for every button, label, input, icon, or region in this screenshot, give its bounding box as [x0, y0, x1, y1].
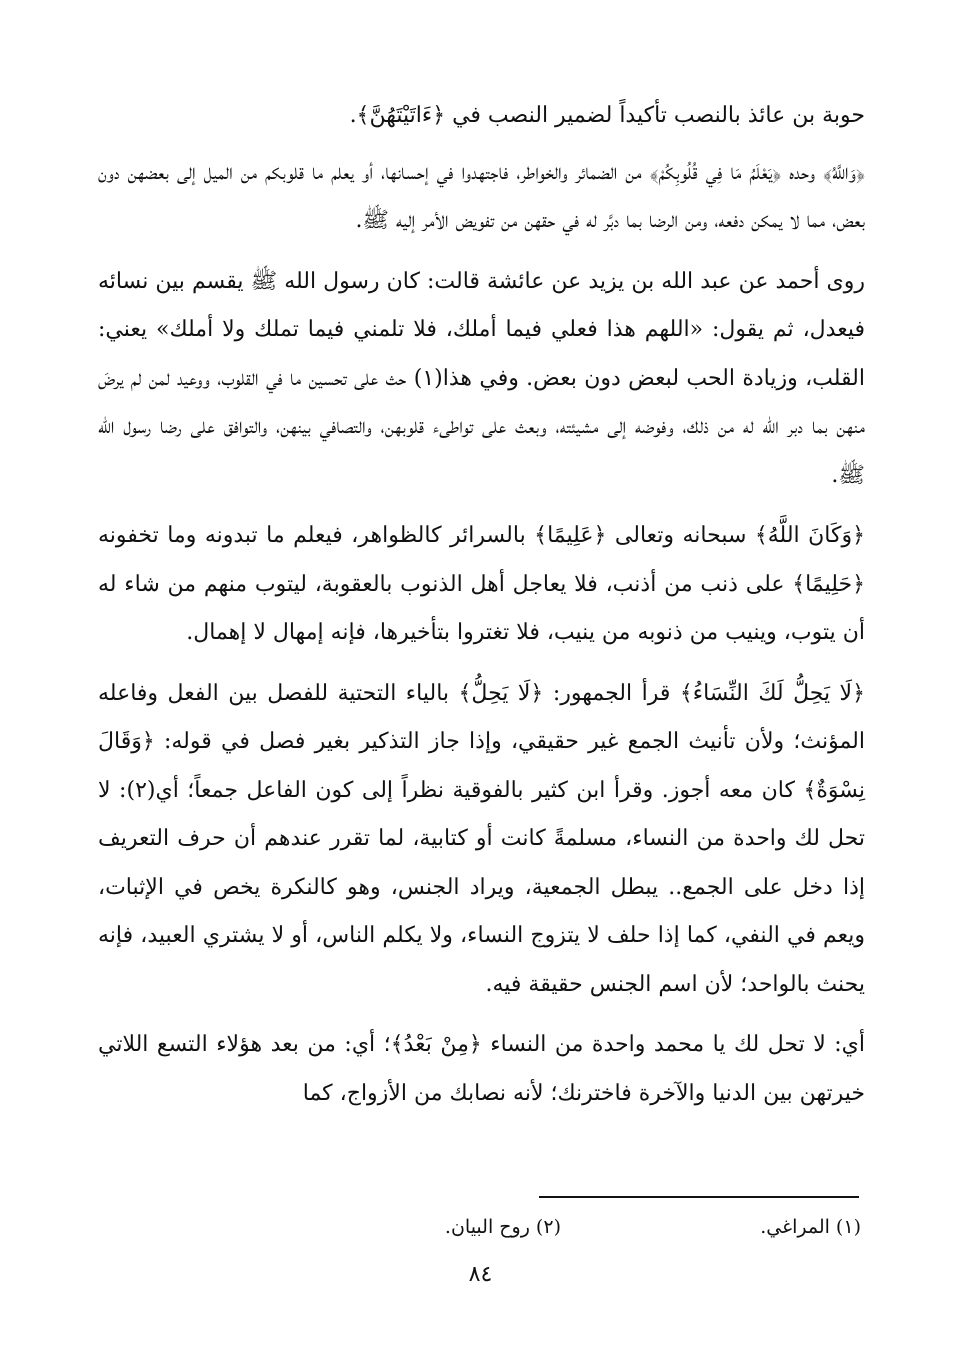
footnote-1: (١) المراغي. — [760, 1216, 861, 1238]
paragraph: ﴿وَكَانَ اللَّهُ﴾ سبحانه وتعالى ﴿عَلِيمًا﴾ بالسرائر كالظواهر، فيعلم ما تبدونه وما تخفونه ﴿حَلِيمًا﴾ على ذنب من أذنب، فلا يعاجل أهل الذنوب بالعقوبة، ليتوب منهم من شاء له أن يتوب، وينيب من ذنوبه من ينيب، فلا تغتروا بتأخيرها، فإنه إمهال لا إهمال. — [98, 523, 865, 645]
paragraph: أي: لا تحل لك يا محمد واحدة من النساء ﴿مِنْ بَعْدُ﴾؛ أي: من بعد هؤلاء التسع اللاتي خيرتهن بين الدنيا والآخرة فاخترنك؛ لأنه نصابك من الأزواج، كما — [98, 1032, 865, 1106]
paragraph: ﴿وَاللَّهُ﴾ وحده ﴿يَعْلَمُ مَا فِي قُلُوبِكُمْ﴾ من الضمائر والخواطر، فاجتهدوا في إحسانها، أو يعلم ما قلوبكم من الميل إلى بعضهن دون بعض، مما لا يمكن دفعه، ومن الرضا بما دبَّر له في حقهن من تفويض الأمر إليه ﷺ. — [98, 159, 865, 233]
paragraph: حوبة بن عائذ بالنصب تأكيداً لضمير النصب في ﴿ءَاتَيْتَهُنَّ﴾. — [349, 103, 865, 128]
footnote-2: (٢) روح البيان. — [444, 1216, 561, 1238]
paragraph: ﴿لَا يَحِلُّ لَكَ النِّسَاءُ﴾ قرأ الجمهور: ﴿لَا يَحِلُّ﴾ بالياء التحتية للفصل بين الفعل وفاعله المؤنث؛ ولأن تأنيث الجمع غير حقيقي، وإذا جاز التذكير بغير فصل في قوله: ﴿وَقَالَ نِسْوَةٌ﴾ كان معه أجوز. وقرأ ابن كثير بالفوقية نظراً إلى كون الفاعل جمعاً؛ أي(٢): لا تحل لك واحدة من النساء، مسلمةً كانت أو كتابية، لما تقرر عندهم أن حرف التعريف إذا دخل على الجمع.. يبطل الجمعية، ويراد الجنس، وهو كالنكرة يخص في الإثبات، ويعم في النفي، كما إذا حلف لا يتزوج النساء، ولا يكلم الناس، أو لا يشتري العبيد، فإنه يحنث بالواحد؛ لأن اسم الجنس حقيقة فيه. — [98, 680, 865, 997]
page-number: ٨٤ — [468, 1262, 493, 1287]
body-text — [98, 92, 865, 1130]
paragraph: روى أحمد عن عبد الله بن يزيد عن عائشة قالت: كان رسول الله ﷺ يقسم بين نسائه فيعدل، ثم يقول: «اللهم هذا فعلي فيما أملك، فلا تلمني فيما تملك ولا أملك» يعني: القلب، وزيادة الحب لبعض دون بعض. وفي هذا(١) حث على تحسين ما في القلوب، ووعيد لمن لم يرضَ منهن بما دبر الله له من ذلك، وفوضه إلى مشيئته، وبعث على تواطىء قلوبهن، والتصافي بينهن، والتوافق على رضا رسول الله ﷺ. — [98, 268, 865, 488]
footnote-divider — [539, 1196, 859, 1198]
